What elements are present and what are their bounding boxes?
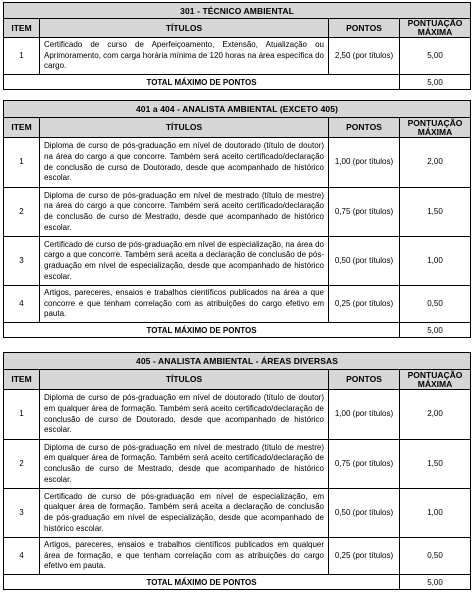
table-row [4, 286, 471, 323]
row-maxima: 1,00 [400, 237, 471, 286]
row-titulo: Diploma de curso de pós-graduação em nível de doutorado (título de doutor) em qualquer área de formação. Também será aceito certificado/declaração de conclusão de curso de Doutorado, desde que acompanhado de histórico escolar. [40, 390, 329, 440]
total-value: 5,00 [400, 75, 471, 90]
row-maxima: 5,00 [400, 38, 471, 75]
row-maxima: 0,50 [400, 286, 471, 323]
points-table [3, 2, 471, 90]
table-row [4, 390, 471, 440]
row-maxima: 2,00 [400, 138, 471, 188]
section-title: 405 - ANALISTA AMBIENTAL - ÁREAS DIVERSAS [4, 353, 471, 370]
row-titulo: Diploma de curso de pós-graduação em nível de doutorado (título de doutor) na área do cargo a que concorre. Também será aceito certificado/declaração de conclusão de curso de Doutorado, desde que acompanhado de histórico escolar. [40, 138, 329, 188]
row-item: 1 [4, 138, 40, 188]
section-tecnico-ambiental [3, 2, 470, 90]
row-titulo: Certificado de curso de pós-graduação em nível de especialização, em qualquer área de formação. Também será aceita a declaração de conclusão de pós-graduação em nível de especialização, desde que acompanhado de histórico escolar. [40, 489, 329, 538]
section-title: 401 a 404 - ANALISTA AMBIENTAL (EXCETO 405) [4, 101, 471, 118]
header-pontuacao-maxima: PONTUAÇÃO MÁXIMA [400, 19, 471, 38]
row-item: 3 [4, 489, 40, 538]
row-item: 4 [4, 538, 40, 575]
row-maxima: 0,50 [400, 538, 471, 575]
header-item: ITEM [4, 118, 40, 138]
row-item: 1 [4, 390, 40, 440]
row-item: 3 [4, 237, 40, 286]
row-titulo: Artigos, pareceres, ensaios e trabalhos científicos publicados na área a que concorre e que tenham correlação com as atribuições do cargo efetivo em pauta. [40, 286, 329, 323]
header-item: ITEM [4, 19, 40, 38]
row-pontos: 0,75 (por títulos) [329, 440, 400, 489]
row-pontos: 0,25 (por títulos) [329, 538, 400, 575]
table-row [4, 138, 471, 188]
row-pontos: 0,50 (por títulos) [329, 489, 400, 538]
header-pontuacao-maxima: PONTUAÇÃO MÁXIMA [400, 118, 471, 138]
total-label: TOTAL MÁXIMO DE PONTOS [4, 575, 400, 590]
row-pontos: 0,25 (por títulos) [329, 286, 400, 323]
row-pontos: 2,50 (por títulos) [329, 38, 400, 75]
row-titulo: Artigos, pareceres, ensaios e trabalhos científicos publicados em qualquer área de formação, e que tenham correlação com as atribuições do cargo efetivo em pauta. [40, 538, 329, 575]
row-item: 2 [4, 188, 40, 237]
row-pontos: 0,50 (por títulos) [329, 237, 400, 286]
header-pontuacao-maxima: PONTUAÇÃO MÁXIMA [400, 370, 471, 390]
row-maxima: 1,50 [400, 440, 471, 489]
row-item: 4 [4, 286, 40, 323]
table-row [4, 237, 471, 286]
section-analista-ambiental-areas-diversas [3, 352, 470, 590]
row-titulo: Certificado de curso de pós-graduação em nível de especialização, na área do cargo a que concorre. Também será aceita a declaração de conclusão de pós-graduação em nível de especialização, desde que acompanhado de histórico escolar. [40, 237, 329, 286]
row-titulo: Certificado de curso de Aperfeiçoamento, Extensão, Atualização ou Aprimoramento, com carga horária mínima de 120 horas na área específica do cargo. [40, 38, 329, 75]
table-row [4, 538, 471, 575]
section-title: 301 - TÉCNICO AMBIENTAL [4, 3, 471, 19]
table-row [4, 188, 471, 237]
row-item: 1 [4, 38, 40, 75]
row-pontos: 1,00 (por títulos) [329, 138, 400, 188]
row-pontos: 0,75 (por títulos) [329, 188, 400, 237]
table-row [4, 440, 471, 489]
total-label: TOTAL MÁXIMO DE PONTOS [4, 323, 400, 338]
row-maxima: 2,00 [400, 390, 471, 440]
table-row [4, 489, 471, 538]
header-titulos: TÍTULOS [40, 118, 329, 138]
row-titulo: Diploma de curso de pós-graduação em nível de mestrado (título de mestre) na área do cargo a que concorre. Também será aceito certificado/declaração de conclusão de curso de Mestrado, desde que acompanhado de histórico escolar. [40, 188, 329, 237]
table-row [4, 38, 471, 75]
header-pontos: PONTOS [329, 370, 400, 390]
section-analista-ambiental [3, 100, 470, 338]
header-pontos: PONTOS [329, 19, 400, 38]
row-item: 2 [4, 440, 40, 489]
total-value: 5,00 [400, 323, 471, 338]
total-value: 5,00 [400, 575, 471, 590]
row-maxima: 1,00 [400, 489, 471, 538]
points-table [3, 100, 471, 338]
header-pontos: PONTOS [329, 118, 400, 138]
header-titulos: TÍTULOS [40, 370, 329, 390]
header-titulos: TÍTULOS [40, 19, 329, 38]
header-item: ITEM [4, 370, 40, 390]
row-titulo: Diploma de curso de pós-graduação em nível de mestrado (título de mestre) em qualquer área de formação. Também será aceito certificado/declaração de conclusão de curso de Mestrado, desde que acompanhado de histórico escolar. [40, 440, 329, 489]
row-maxima: 1,50 [400, 188, 471, 237]
points-table [3, 352, 471, 590]
total-label: TOTAL MÁXIMO DE PONTOS [4, 75, 400, 90]
row-pontos: 1,00 (por títulos) [329, 390, 400, 440]
